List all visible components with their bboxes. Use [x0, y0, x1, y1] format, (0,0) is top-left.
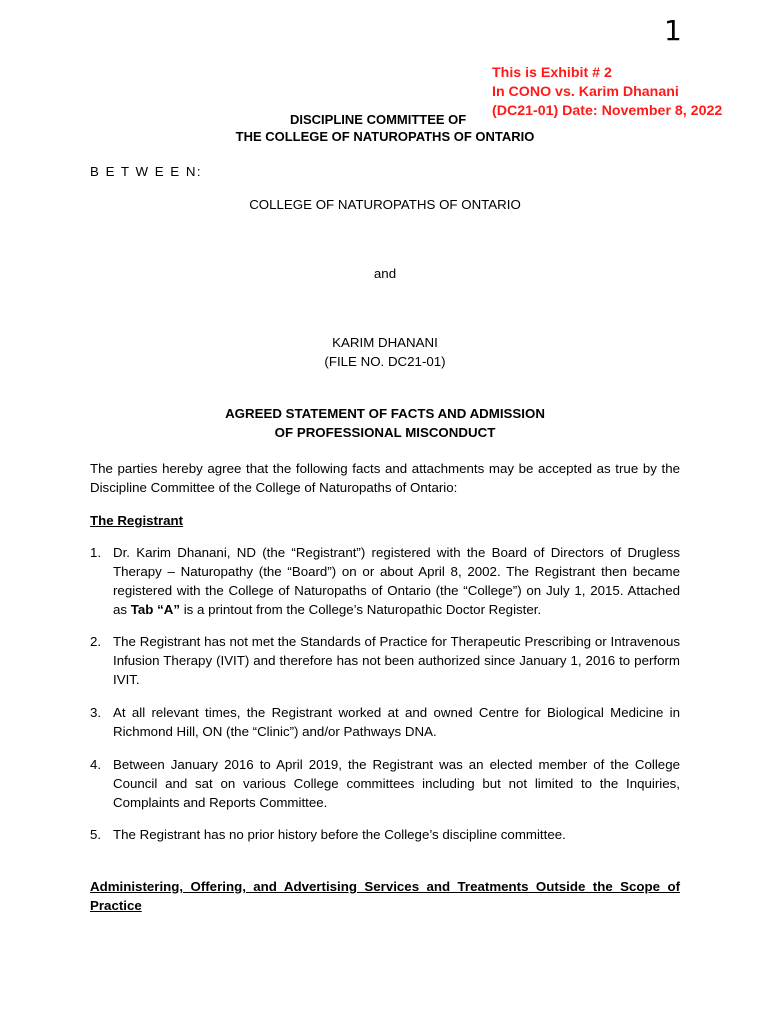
list-item [90, 825, 680, 844]
list-text: The Registrant has no prior history before the College’s discipline committee. [113, 827, 566, 842]
party-college: COLLEGE OF NATUROPATHS OF ONTARIO [249, 197, 521, 212]
exhibit-stamp [492, 64, 722, 121]
party-registrant: KARIM DHANANI [332, 335, 438, 350]
list-item [90, 755, 680, 812]
exhibit-line: This is Exhibit # 2 [492, 65, 612, 81]
college-heading: THE COLLEGE OF NATUROPATHS OF ONTARIO [235, 129, 535, 144]
intro-paragraph: The parties hereby agree that the following facts and attachments may be accepted as true by the Discipline Committee of the College of Naturopaths of Ontario: [90, 461, 680, 495]
list-item [90, 703, 680, 741]
list-text: Between January 2016 to April 2019, the Registrant was an elected member of the College Council and sat on various College committees including but not limited to the Inquiries, Complaints and Reports Committee. [113, 757, 680, 810]
section-heading-scope-of-practice: Administering, Offering, and Advertising Services and Treatments Outside the Scope of Practice [90, 879, 680, 913]
tab-a-reference: Tab “A” [130, 602, 180, 617]
list-text: The Registrant has not met the Standards of Practice for Therapeutic Prescribing or Intravenous Infusion Therapy (IVIT) and therefore has not been authorized since January 1, 2016 to perform IVIT. [113, 634, 680, 687]
document-title-line2: OF PROFESSIONAL MISCONDUCT [274, 425, 496, 440]
page-number: 1 [664, 14, 682, 47]
and-label: and [373, 266, 397, 281]
between-label: B E T W E E N: [90, 164, 203, 179]
list-text: At all relevant times, the Registrant worked at and owned Centre for Biological Medicine in Richmond Hill, ON (the “Clinic”) and/or Pathways DNA. [113, 705, 680, 739]
file-number: (FILE NO. DC21-01) [324, 354, 446, 369]
exhibit-line: (DC21-01) Date: November 8, 2022 [492, 103, 723, 119]
document-title-line1: AGREED STATEMENT OF FACTS AND ADMISSION [225, 406, 545, 421]
list-item [90, 632, 680, 689]
exhibit-line: In CONO vs. Karim Dhanani [492, 84, 679, 100]
list-item [90, 543, 680, 619]
list-number: 5. [90, 827, 102, 842]
section-heading-registrant: The Registrant [90, 513, 184, 528]
list-number: 2. [90, 634, 102, 649]
list-text: Dr. Karim Dhanani, ND (the “Registrant”) registered with the Board of Directors of Drugless Therapy – Naturopathy (the “Board”) on or about April 8, 2002. The Registrant then became registered with the College of Naturopaths of Ontario (the “College”) on July 1, 2015. Attached as Tab “A” is a printout from the College’s Naturopathic Doctor Register. [113, 545, 680, 617]
list-number: 4. [90, 757, 102, 772]
list-number: 3. [90, 705, 102, 720]
committee-heading: DISCIPLINE COMMITTEE OF [290, 112, 467, 127]
list-number: 1. [90, 545, 102, 560]
